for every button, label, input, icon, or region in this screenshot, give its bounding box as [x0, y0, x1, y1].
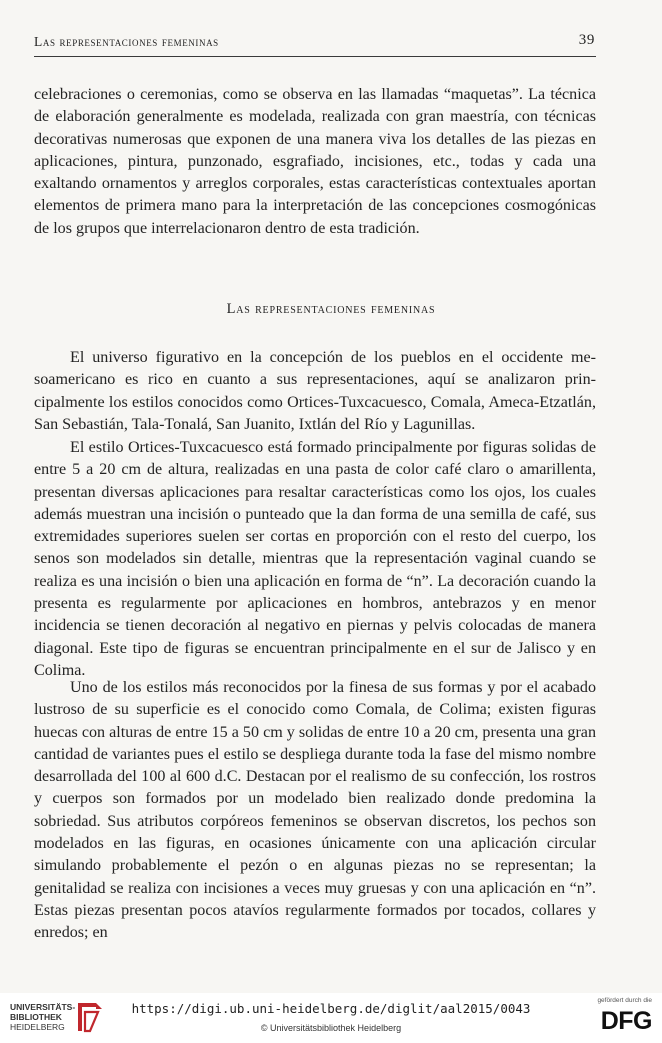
paragraph-2: El universo figurativo en la concepción de los pueblos en el occidente mesoamericano es rico en cuanto a sus representaciones, aquí se analizaron principalmente los estilos conocidos como Ortices-Tuxcacuesco, Comala, Ameca-Etzatlán, San Sebastián, Tala-Tonalá, San Juanito, Ixtlán del Río y Lagunillas.	[34, 349, 596, 433]
permalink-url[interactable]: https://digi.ub.uni-heidelberg.de/diglit/aal2015/0043	[131, 1001, 531, 1016]
paragraph-4: Uno de los estilos más reconocidos por la finesa de sus formas y por el acabado lustroso de su superficie es el conocido como Comala, de Colima; existen figuras huecas con alturas de entre 15 a 50 cm y solidas de entre 10 a 20 cm, presenta una gran cantidad de variantes pues el estilo se despliega durante toda la fase del mismo nombre desarrollada del 100 al 600 d.C. Destacan por el realismo de su confección, los rostros y cuerpos son formados por un modelado bien realizado donde predomina la sobriedad. Sus atributos corpóreos femeninos se observan discretos, los pechos son modelados en las figuras, en ocasiones únicamente con una aplicación circular simulando probablemente el pezón o en algunas piezas no se representan; la genitalidad se realiza con incisiones a veces muy gruesas y con una aplicación en “n”. Estas piezas presentan pocos atavíos regularmente formados por tocados, collares y enredos; en	[34, 679, 596, 942]
dfg-logo-text: DFG	[600, 1007, 652, 1035]
library-name-line-2: BIBLIOTHEK	[10, 1012, 62, 1022]
running-head	[34, 34, 595, 54]
funder-caption: gefördert durch die	[597, 997, 652, 1004]
library-name-line-3: HEIDELBERG	[10, 1022, 65, 1032]
paragraph-1: celebraciones o ceremonias, como se observa en las llamadas “maquetas”. La técnica de elaboración generalmente es modelada, realizada con gran maestría, con técnicas decorativas numerosas que exponen de una manera viva los detalles de las piezas en aplicaciones, pintura, punzonado, esgrafiado, incisiones, etc., todas y cada una exaltando ornamentos y arreglos corporales, estas características contextuales aportan elementos de primera mano para la interpretación de las concepciones cosmogónicas de los grupos que interrelacionaron dentro de esta tradición.	[34, 86, 596, 237]
funder-logo[interactable]	[580, 997, 652, 1039]
library-name-line-1: UNIVERSITÄTS-	[10, 1002, 76, 1012]
section-heading: Las representaciones femeninas	[226, 301, 436, 317]
page-number: 39	[578, 32, 595, 48]
header-rule	[34, 56, 596, 57]
running-title: Las representaciones femeninas	[34, 34, 219, 49]
digitization-footer	[0, 993, 662, 1043]
paragraph-3: El estilo Ortices-Tuxcacuesco está formado principalmente por figuras solidas de entre 5 a 20 cm de altura, realizadas en una pasta de color café claro o amarillenta, presentan diversas aplicaciones para resaltar características como los ojos, los cuales además muestran una incisión o punteado que la dan forma de una semilla de café, sus extremidades superiores suelen ser cortas en proporción con el resto del cuerpo, los senos son modelados sin detalle, mientras que la representación vaginal cuando se realiza es una incisión o bien una aplicación en forma de “n”. La decoración cuando la presenta es regularmente por aplicaciones en hombros, antebrazos y en menor incidencia se tienen decoración al negativo en piernas y pelvis colocadas de manera diagonal. Este tipo de figuras se encuentran principalmente en el sur de Jalisco y en Colima.	[34, 439, 596, 679]
copyright-notice: © Universitätsbibliothek Heidelberg	[260, 1023, 402, 1033]
